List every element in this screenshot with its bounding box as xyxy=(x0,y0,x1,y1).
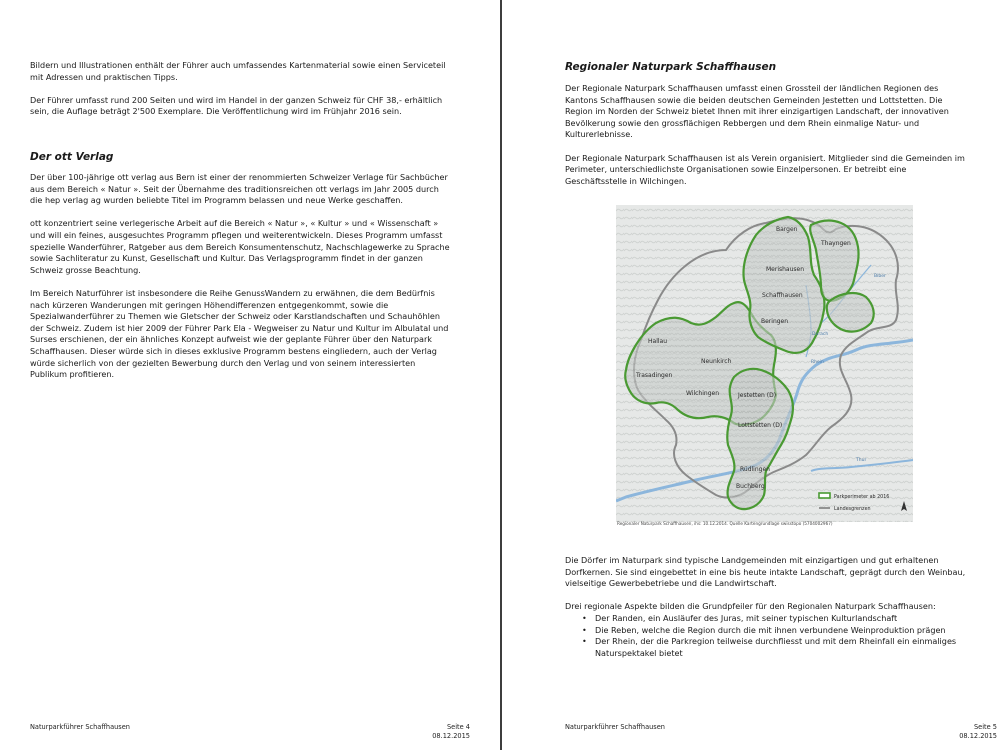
place-wilchingen: Wilchingen xyxy=(686,390,720,397)
park-perimeter-east xyxy=(827,293,874,332)
list-item: • Der Randen, ein Ausläufer des Juras, mit seiner typischen Kulturlandschaft xyxy=(595,613,970,625)
place-beringen: Beringen xyxy=(761,318,789,325)
footer-page-number: Seite 5 xyxy=(973,723,997,731)
river-label-biber: Biber xyxy=(874,274,886,279)
section-heading-ott-verlag: Der ott Verlag xyxy=(30,151,114,163)
naturpark-map xyxy=(616,205,913,522)
place-ruedlingen: Rüdlingen xyxy=(740,466,770,473)
naturpark-paragraph-3: Die Dörfer im Naturpark sind typische Landgemeinden mit einzigartigen und gut erhaltenen Dorfkernen. Sie sind eingebettet in eine bis heute intakte Landschaft, geprägt durch den Weinbau, vielseitige Gewerbebetriebe und die Landwirtschaft. xyxy=(565,555,966,589)
intro-paragraph-1: Bildern und Illustrationen enthält der Führer auch umfassendes Kartenmaterial sowie einen Serviceteil mit Adressen und praktischen Tipps. xyxy=(30,60,446,82)
place-thayngen: Thayngen xyxy=(821,240,851,247)
intro-paragraph-2: Der Führer umfasst rund 200 Seiten und wird im Handel in der ganzen Schweiz für CHF 38,- erhältlich sein, die Auflage beträgt 2'500 Exemplare. Die Veröffentlichung wird im Frühjahr 2016 sein. xyxy=(30,94,443,117)
naturpark-paragraph-4: Drei regionale Aspekte bilden die Grundpfeiler für den Regionalen Naturpark Schaffhausen: xyxy=(565,601,936,612)
ott-paragraph-3: Im Bereich Naturführer ist insbesondere die Reihe GenussWandern zu erwähnen, die dem Bedürfnis nach kürzeren Wanderungen mit geringen Höhendifferenzen entgegenkommt, sowie die Spezialwanderführer zu Themen wie Gletscher der Schweiz oder Karstlandschaften und Schauhöhlen der Schweiz. Zudem ist hier 2009 der Führer Park Ela - Wegweiser zu Natur und Kultur im Albulatal und Surses erschienen, der ein ähnliches Konzept aufweist wie der geplante Führer über den Naturpark Schaffhausen. Dieser würde sich in dieses exklusive Programm bestens eingliedern, auch der Verlag würde sicherlich von der gezielten Bewerbung durch den Verlag und von seinem interessierten Publikum profitieren. xyxy=(30,287,449,380)
naturpark-paragraph-1: Der Regionale Naturpark Schaffhausen umfasst einen Grossteil der ländlichen Regionen des Kantons Schaffhausen sowie die beiden deutschen Gemeinden Jestetten und Lottstetten. Die Region im Norden der Schweiz bietet Ihnen mit ihrer einzigartigen Landschaft, der innovativen Bevölkerung sowie den grossflächigen Rebbergen und dem Rhein einmalige Natur- und Kulturerlebnisse. xyxy=(565,83,949,140)
place-trasadingen: Trasadingen xyxy=(636,372,673,379)
intro-text xyxy=(30,60,450,130)
legend-park-swatch xyxy=(819,493,830,498)
place-lottstetten: Lottstetten (D) xyxy=(738,422,783,429)
map-caption: Regionaler Naturpark Schaffhausen, ihs: 10.12.2014. Quelle Kartengrundlage swisstopo (5704002967) xyxy=(617,521,833,526)
naturpark-paragraph-2: Der Regionale Naturpark Schaffhausen ist als Verein organisiert. Mitglieder sind die Gemeinden im Perimeter, unterschiedlichste Organisationen sowie Einzelpersonen. Er betreibt eine Geschäftsstelle in Wilchingen. xyxy=(565,152,965,186)
footer-title: Naturparkführer Schaffhausen xyxy=(565,723,665,731)
legend-park-label: Parkperimeter ab 2016 xyxy=(834,495,890,500)
place-bargen: Bargen xyxy=(776,226,798,233)
list-item: • Der Rhein, der die Parkregion teilweise durchfliesst und mit dem Rheinfall ein einmaliges Naturspektakel bietet xyxy=(595,636,970,659)
legend-border-label: Landesgrenzen xyxy=(834,507,871,512)
page-5 xyxy=(502,0,1000,750)
place-jestetten: Jestetten (D) xyxy=(738,392,777,399)
place-buchberg: Buchberg xyxy=(736,483,765,490)
river-label-rhein: Rhein xyxy=(811,360,824,365)
footer-date: 08.12.2015 xyxy=(959,732,997,740)
footer-page-info xyxy=(902,723,997,741)
list-item: • Die Reben, welche die Region durch die mit ihnen verbundene Weinproduktion prägen xyxy=(595,625,970,637)
river-label-thur: Thur xyxy=(856,458,867,463)
footer-page-number: Seite 4 xyxy=(446,723,470,731)
aspects-list xyxy=(565,613,970,659)
section-heading-naturpark: Regionaler Naturpark Schaffhausen xyxy=(565,61,777,73)
ott-paragraph-1: Der über 100-jährige ott verlag aus Bern ist einer der renommierten Schweizer Verlage für Sachbücher aus dem Bereich « Natur ». Seit der Übernahme des traditionsreichen ott verlags im Jahr 2005 durch die hep verlag ag wurden beliebte Titel im Programm belassen und neue Werke geschaffen. xyxy=(30,172,448,206)
ott-verlag-text xyxy=(30,172,450,392)
naturpark-detail-text xyxy=(565,555,970,659)
ott-paragraph-2: ott konzentriert seine verlegerische Arbeit auf die Bereich « Natur », « Kultur » und « Wissenschaft » und will ein feines, ausgesuchtes Programm pflegen und weiterentwickeln. Dieses Programm umfasst spezielle Wanderführer, Ratgeber aus dem Bereich Konsumentenschutz, Nachschlagewerke zu Sprache sowie Sachliteratur zu Kunst, Gesellschaft und Kultur. Das Verlagsprogramm findet in der ganzen Schweiz grosse Beachtung. xyxy=(30,218,450,275)
place-hallau: Hallau xyxy=(648,338,668,345)
river-label-durach: Durach xyxy=(812,332,829,337)
footer-date: 08.12.2015 xyxy=(432,732,470,740)
footer-page-info xyxy=(380,723,470,741)
place-schaffhausen: Schaffhausen xyxy=(762,292,803,299)
place-neunkirch: Neunkirch xyxy=(701,358,732,365)
footer-title: Naturparkführer Schaffhausen xyxy=(30,723,130,731)
map-graphic xyxy=(616,205,913,522)
place-merishausen: Merishausen xyxy=(766,266,805,273)
naturpark-intro-text xyxy=(565,83,970,199)
